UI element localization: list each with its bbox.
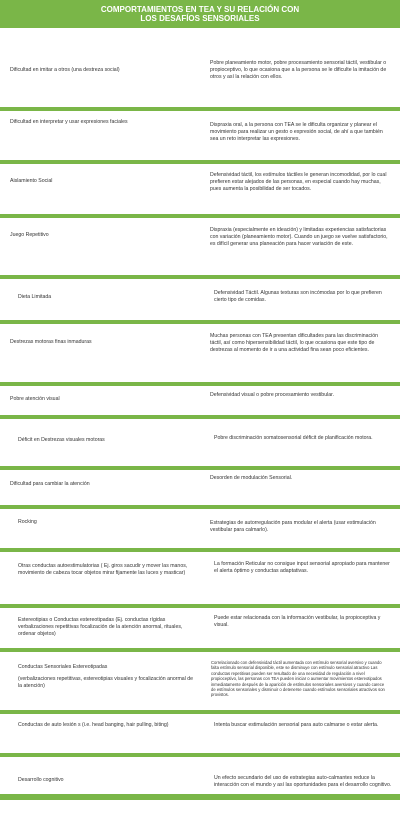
table-row — [0, 56, 400, 107]
table-row — [0, 714, 400, 753]
explanation-cell: Dispraxia oral, a la persona con TEA se le dificulta organizar y planear el movimiento para realizar un gesto o expresión social, de ahí a que también sea un reto interpretar las expresiones. — [210, 122, 383, 142]
table-row — [0, 652, 400, 710]
explanation-cell: Pobre planeamiento motor, pobre procesamiento sensorial táctil, vestibular o propioceptivo, lo que ocasiona que a la persona se le dificulte la imitación de otros y así la relación con ellos. — [210, 60, 387, 80]
behavior-cell: Conductas de auto lesión s (i.e. head banging, hair pulling, biting) — [18, 722, 169, 728]
explanation-cell: Defensividad Táctil. Algunas texturas son incómodas por lo que prefieren cierto tipo de comidas. — [214, 290, 382, 303]
behavior-cell: Rocking — [18, 519, 37, 525]
explanation-cell: Desorden de modulación Sensorial. — [210, 475, 293, 481]
explanation-cell: Muchas personas con TEA presentan dificultades para las discriminación táctil, así como hipersensibilidad táctil, lo que ocasiona que este tipo de destrezas al momento de ir a una actividad fina sean poco eficientes. — [210, 333, 379, 353]
explanation-cell: La formación Reticular no consigue input sensorial apropiado para mantener el alerta óptimo y conductas adaptativas. — [214, 561, 390, 574]
table-row — [0, 470, 400, 505]
behavior-cell: Dificultad para cambiar la atención — [10, 481, 90, 487]
behavior-cell: Dieta Limitada — [18, 294, 52, 300]
behavior-cell: Dificultad en imitar a otros (una destreza social) — [10, 67, 120, 73]
behavior-cell: Pobre atención visual — [10, 396, 60, 402]
behavior-cell: Aislamiento Social — [10, 178, 53, 184]
table-row — [0, 552, 400, 604]
behavior-cell: Estereotipias o Conductas estereotipadas (Ej. conductas rígidas verbalizaciones repetitivas focalización de la atención anormal, rituales, ordenar objetos) — [18, 617, 183, 637]
behavior-subtitle: (verbalizaciones repetitivas, estereotipias visuales y focalización anormal de la atención) — [18, 676, 194, 689]
table-row — [0, 111, 400, 160]
behavior-cell: Otras conductas autoestimulatorias ( Ej. giros sacudir y mover las manos, movimiento de cabeza tocar objetos mirar fijamente las luces y masticar) — [18, 563, 188, 576]
explanation-cell: Dispraxia (especialmente en ideación) y limitadas experiencias satisfactorias con variación (planeamiento motor). Cuando un juego se vuelve satisfactorio, es difícil generar una planeación para hacer variación de este. — [210, 227, 388, 247]
table-row — [0, 218, 400, 275]
title-line-2: LOS DESAFÍOS SENSORIALES — [140, 14, 260, 23]
table-row — [0, 386, 400, 415]
explanation-cell: Defensividad táctil, los estímulos táctiles le generan incomodidad, por lo cual prefieren estar alejados de las personas, en especial cuando hay muchas, pues aumenta la posibilidad de ser tocados. — [210, 172, 387, 192]
table-row — [0, 509, 400, 548]
explanation-cell: Defensividad visual o pobre procesamiento vestibular. — [210, 392, 334, 398]
page-title — [70, 5, 330, 24]
explanation-cell: Puede estar relacionada con la información vestibular, la propioceptiva y visual. — [214, 615, 381, 628]
explanation-cell: Pobre discriminación somatosensorial déficit de planificación motora. — [214, 435, 373, 441]
table-row — [0, 279, 400, 320]
table-row — [0, 608, 400, 648]
behavior-cell: Destrezas motoras finas inmaduras — [10, 339, 92, 345]
explanation-cell: Un efecto secundario del uso de estrategias auto-calmantes reduce la interacción con el mundo y así las oportunidades para el desarrollo cognitivo. — [214, 775, 392, 788]
explanation-cell: Intenta buscar estimulación sensorial para auto calmarse o estar alerta. — [214, 722, 379, 728]
behavior-cell: Juego Repetitivo — [10, 232, 49, 238]
title-line-1: COMPORTAMIENTOS EN TEA Y SU RELACIÓN CON — [100, 4, 300, 14]
explanation-cell: Correlacionado con defensividad táctil aumentada con estímulo sensorial aversivo y cuando falta estímulo sensorial disponible, este se disminuye con estímulo sensorial atractivo Las conductas repetitivas pueden ser resultado de una necesidad de regulación a nivel propioceptivo, las personas con TEA pueden iniciar o aumentar movimientos estereotipados inmediatamente después de la aparición de estímulos sensoriales aversivos y cuando carece de estímulos sensoriales y disminuir o detenerse cuando estímulos sensoriales atractivos son provistos. — [211, 660, 385, 698]
table-row — [0, 324, 400, 382]
footer-bar — [0, 794, 400, 800]
explanation-cell: Estrategias de autorregulación para modular el alerta (usar estimulación vestibular para calmarlo). — [210, 520, 376, 533]
behavior-cell: Dificultad en interpretar y usar expresiones faciales — [10, 119, 128, 125]
behavior-cell: Déficit en Destrezas visuales motoras — [18, 437, 105, 443]
header-banner — [0, 0, 400, 28]
behavior-title: Conductas Sensoriales Estereotipadas — [18, 664, 108, 670]
behavior-cell — [18, 664, 198, 690]
table-row — [0, 419, 400, 466]
behavior-cell: Desarrollo cognitivo — [18, 777, 64, 783]
table-row — [0, 164, 400, 214]
table-row — [0, 757, 400, 822]
